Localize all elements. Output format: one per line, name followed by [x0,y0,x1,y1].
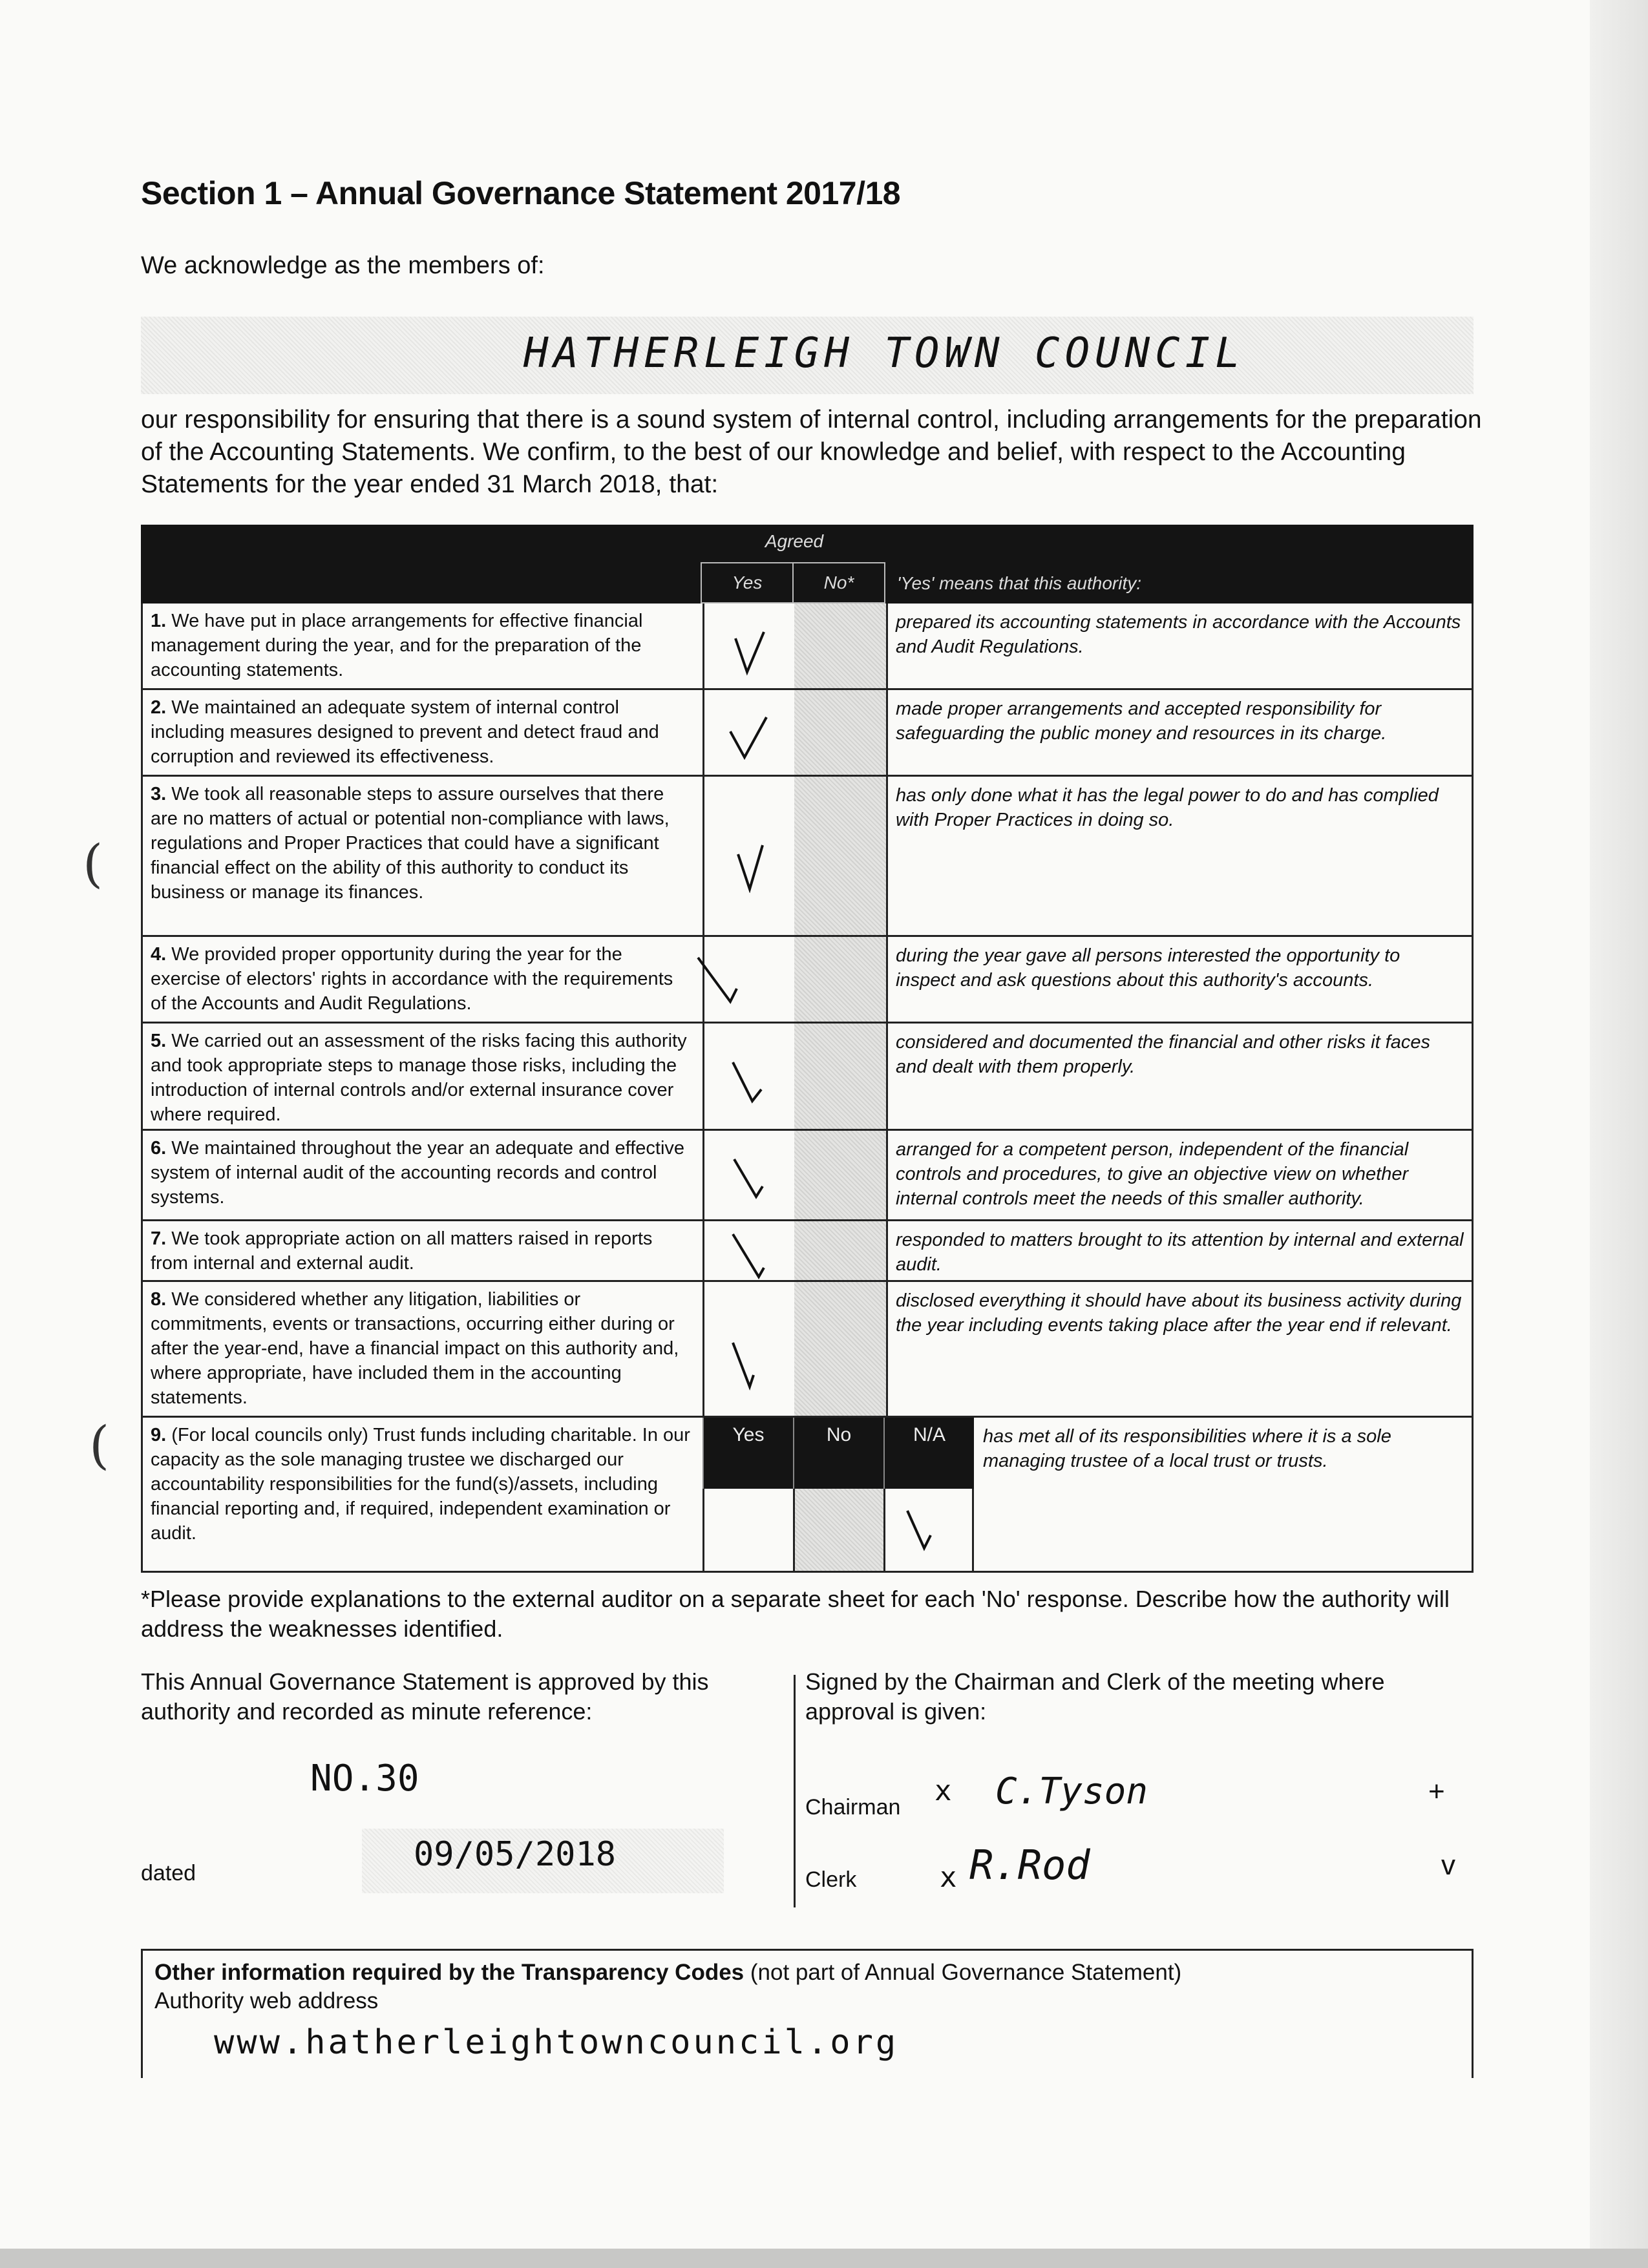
web-address: www.hatherleightowncouncil.org [214,2023,899,2062]
row-meaning: prepared its accounting statements in accordance with the Accounts and Audit Regulations. [896,612,1461,657]
yes-cell[interactable] [703,604,798,688]
row-meaning: made proper arrangements and accepted responsibility for safeguarding the public money and resources in its charge. [896,698,1387,744]
margin-bracket: ( [89,1415,110,1475]
x-mark: x [940,1861,957,1894]
no-cell[interactable] [794,777,888,935]
row-statement: We have put in place arrangements for effective financial management during the year, and for the preparation of the accounting statements. [151,611,643,680]
row-meaning: during the year gave all persons interested the opportunity to inspect and ask questions about this authority's accounts. [896,945,1400,991]
dated-label: dated [141,1861,196,1885]
page-title: Section 1 – Annual Governance Statement 2017/18 [141,175,901,211]
trust-header [703,1418,974,1489]
no-cell[interactable] [794,690,888,775]
tick-icon [692,950,769,1008]
tick-icon [724,1049,776,1108]
table-row [141,1024,1474,1131]
table-row [141,1418,1474,1573]
table-row [141,1282,1474,1418]
yes-header: Yes [701,562,794,604]
agreed-label: Agreed [765,531,824,551]
table-row [141,690,1474,777]
row-number: 5. [151,1031,167,1051]
signed-by-text: Signed by the Chairman and Clerk of the meeting where approval is given: [805,1668,1385,1725]
tick-icon [724,835,776,893]
row-statement: We carried out an assessment of the risks facing this authority and took appropriate steps to manage those risks, including the introduction of internal controls and/or external insurance cover where required. [151,1031,687,1125]
plus-mark: + [1428,1776,1445,1807]
table-row [141,777,1474,937]
yes-cell[interactable] [703,937,798,1022]
no-cell[interactable] [794,1131,888,1219]
table-row [141,604,1474,690]
row-meaning: considered and documented the financial and other risks it faces and dealt with them properly. [896,1032,1430,1077]
divider [794,1675,796,1907]
row-statement: (For local councils only) Trust funds including charitable. In our capacity as the sole managing trustee we discharged our accountability responsibilities for the fund(s)/assets, including financial reporting and, if required, independent examination or audit. [151,1425,690,1544]
row-meaning: arranged for a competent person, independent of the financial controls and procedures, to give an objective view on whether internal controls meet the needs of this smaller authority. [896,1139,1409,1209]
row-meaning: responded to matters brought to its attention by internal and external audit. [896,1230,1464,1275]
na-cell[interactable] [883,1489,974,1571]
table-header [141,525,1474,604]
no-cell[interactable] [794,1282,888,1416]
transparency-title: Other information required by the Transparency Codes [154,1960,745,1985]
row-meaning: has only done what it has the legal power to do and has complied with Proper Practices in doing so. [896,785,1439,830]
row-number: 4. [151,944,167,965]
row-statement: We considered whether any litigation, liabilities or commitments, events or transactions, occurring either during or after the year-end, have a financial impact on this authority and, where appropriate, have included them in the accounting statements. [151,1289,679,1408]
chairman-signature: C.Tyson [995,1770,1148,1812]
tick-icon [724,1334,776,1392]
yes-means-header: 'Yes' means that this authority: [897,573,1141,593]
intro-paragraph: our responsibility for ensuring that there is a sound system of internal control, including arrangements for the preparation of the Accounting Statements. We confirm, to the best of our knowledge and belief, with respect to the Accounting Statements for the year ended 31 March 2018, that: [141,406,1482,498]
transparency-box [141,1949,1474,2078]
table-row [141,937,1474,1024]
x-mark: x [935,1774,952,1807]
acknowledge-text: We acknowledge as the members of: [141,252,545,279]
web-address-label: Authority web address [154,1988,379,2013]
table-row [141,1221,1474,1282]
footnote: *Please provide explanations to the external auditor on a separate sheet for each 'No' response. Describe how the authority will address the weaknesses identified. [141,1586,1450,1642]
yes-cell[interactable] [703,1489,793,1571]
row-number: 6. [151,1138,167,1159]
v-mark: v [1441,1849,1455,1881]
yes-cell[interactable] [703,777,798,935]
page-edge [1590,0,1648,2268]
table-row [141,1131,1474,1221]
row-number: 7. [151,1228,167,1249]
no-cell[interactable] [794,604,888,688]
page-edge-bottom [0,2249,1648,2268]
tick-icon [724,1225,776,1283]
no-cell[interactable] [793,1489,883,1571]
row-statement: We took appropriate action on all matters raised in reports from internal and external audit. [151,1228,653,1274]
no-cell[interactable] [794,1221,888,1280]
row-number: 9. [151,1425,167,1445]
row-meaning: has met all of its responsibilities where it is a sole managing trustee of a local trust or trusts. [983,1426,1391,1471]
clerk-signature: R.Rod [969,1842,1090,1889]
governance-table [141,525,1474,1571]
row-number: 3. [151,784,167,804]
yes-cell[interactable] [703,690,798,775]
row-statement: We maintained an adequate system of internal control including measures designed to prevent and detect fraud and corruption and reviewed its effectiveness. [151,697,659,767]
no-header: No* [792,562,885,604]
no-header: No [793,1418,883,1489]
row-number: 8. [151,1289,167,1310]
no-cell[interactable] [794,1024,888,1129]
row-number: 1. [151,611,167,631]
no-cell[interactable] [794,937,888,1022]
row-statement: We took all reasonable steps to assure ourselves that there are no matters of actual or potential non-compliance with laws, regulations and Proper Practices that could have a significant financial effect on the ability of this authority to conduct its business or manage its finances. [151,784,670,903]
yes-cell[interactable] [703,1024,798,1129]
approval-date: 09/05/2018 [414,1835,617,1874]
tick-icon [724,706,776,764]
margin-bracket: ( [83,834,103,894]
tick-icon [898,1498,950,1556]
yes-cell[interactable] [703,1282,798,1416]
approval-text: This Annual Governance Statement is approved by this authority and recorded as minute reference: [141,1668,709,1725]
yes-cell[interactable] [703,1131,798,1219]
transparency-note: (not part of Annual Governance Statement) [744,1960,1182,1985]
minute-reference: NO.30 [310,1758,419,1800]
tick-icon [724,1148,776,1206]
row-statement: We provided proper opportunity during the year for the exercise of electors' rights in accordance with the requirements of the Accounts and Audit Regulations. [151,944,673,1014]
clerk-label: Clerk [805,1867,857,1892]
row-statement: We maintained throughout the year an adequate and effective system of internal audit of the accounting records and control systems. [151,1138,685,1208]
tick-icon [724,619,776,677]
yes-header: Yes [703,1418,793,1489]
row-number: 2. [151,697,167,718]
chairman-label: Chairman [805,1795,901,1820]
authority-name: HATHERLEIGH TOWN COUNCIL [523,330,1245,377]
row-meaning: disclosed everything it should have about its business activity during the year including events taking place after the year end if relevant. [896,1290,1462,1336]
na-header: N/A [883,1418,974,1489]
yes-cell[interactable] [703,1221,798,1280]
